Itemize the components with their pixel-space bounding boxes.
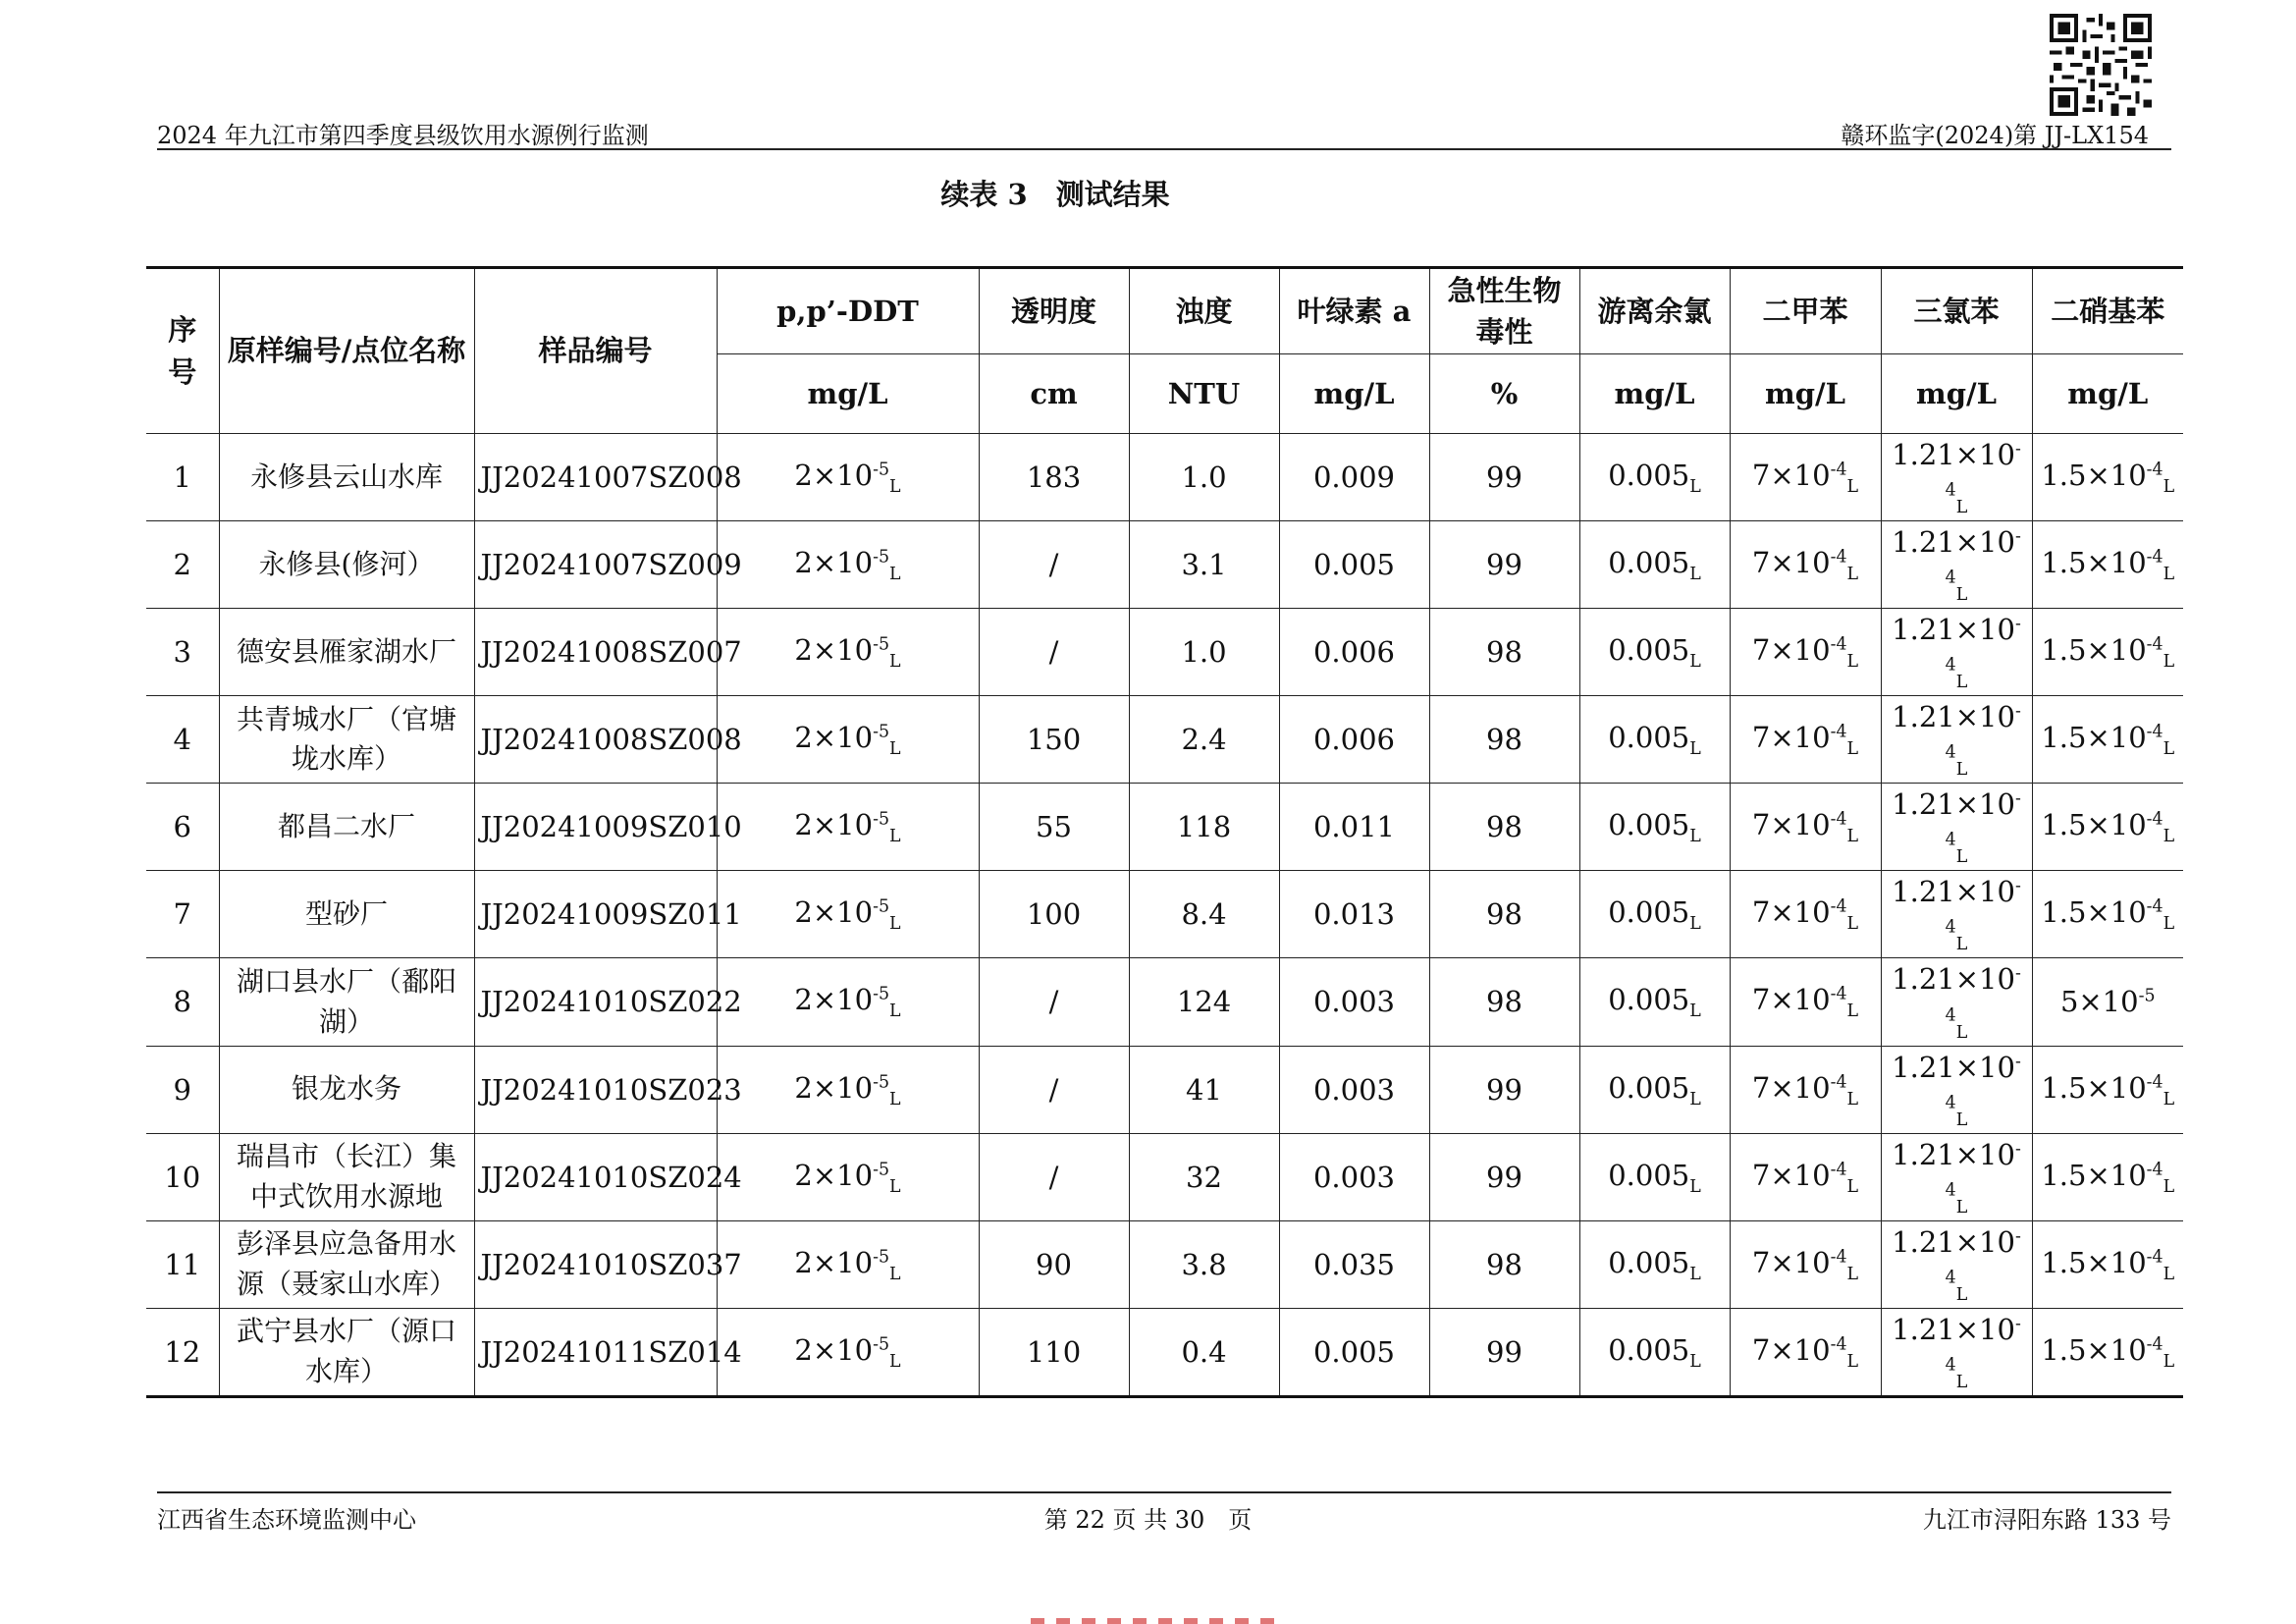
qr-code-icon [2050,14,2152,116]
row-turbidity: 32 [1129,1133,1279,1220]
row-toxicity: 98 [1429,958,1579,1046]
row-chlorophyll: 0.003 [1279,958,1429,1046]
row-toxicity: 99 [1429,1046,1579,1133]
row-trichlorobenzene: $1.21\times 10^{-4}_L$ [1881,521,2032,609]
row-toxicity: 98 [1429,784,1579,871]
table-title: 续表 3 测试结果 [940,178,1170,211]
table-row [146,1133,2183,1220]
row-seq: 6 [146,784,219,871]
row-transparency: / [979,958,1129,1046]
row-trichlorobenzene: $1.21\times 10^{-4}_L$ [1881,1308,2032,1396]
header-sample: 样品编号 [474,268,717,434]
row-turbidity: 2.4 [1129,696,1279,784]
row-chlorine: $0.005_L$ [1579,871,1730,958]
row-xylene: $7\times 10^{-4}_L$ [1730,1046,1881,1133]
row-chlorine: $0.005_L$ [1579,521,1730,609]
row-seq: 1 [146,434,219,521]
table-row [146,1308,2183,1396]
footer-organization: 江西省生态环境监测中心 [157,1506,416,1534]
table-row [146,434,2183,521]
row-seq: 11 [146,1220,219,1308]
unit-chlorophyll: mg/L [1279,354,1429,434]
row-transparency: / [979,1133,1129,1220]
row-trichlorobenzene: $1.21\times 10^{-4}_L$ [1881,1046,2032,1133]
row-toxicity: 99 [1429,521,1579,609]
row-chlorophyll: 0.009 [1279,434,1429,521]
row-ddt: $2\times 10^{-5}_L$ [717,696,979,784]
row-dinitrobenzene: $1.5\times 10^{-4}_L$ [2032,609,2183,696]
row-chlorine: $0.005_L$ [1579,958,1730,1046]
row-turbidity: 41 [1129,1046,1279,1133]
row-toxicity: 98 [1429,696,1579,784]
row-trichlorobenzene: $1.21\times 10^{-4}_L$ [1881,609,2032,696]
row-dinitrobenzene: $1.5\times 10^{-4}_L$ [2032,434,2183,521]
header-param-chlorophyll: 叶绿素 a [1279,268,1429,354]
row-sample: JJ20241010SZ022 [474,958,717,1046]
row-seq: 9 [146,1046,219,1133]
row-xylene: $7\times 10^{-4}_L$ [1730,784,1881,871]
row-dinitrobenzene: $1.5\times 10^{-4}_L$ [2032,1308,2183,1396]
row-dinitrobenzene: $1.5\times 10^{-4}_L$ [2032,1046,2183,1133]
row-turbidity: 1.0 [1129,434,1279,521]
row-site: 瑞昌市（长江）集中式饮用水源地 [219,1133,474,1220]
report-number: 赣环监字(2024)第 JJ-LX154 [1841,122,2149,149]
header-param-turbidity: 浊度 [1129,268,1279,354]
header-param-dinitrobenzene: 二硝基苯 [2032,268,2183,354]
unit-trichlorobenzene: mg/L [1881,354,2032,434]
footer-page-number: 第 22 页 共 30 页 [1043,1506,1253,1534]
row-site: 彭泽县应急备用水源（聂家山水库） [219,1220,474,1308]
row-sample: JJ20241008SZ008 [474,696,717,784]
row-chlorophyll: 0.011 [1279,784,1429,871]
table-row [146,871,2183,958]
header-param-xylene: 二甲苯 [1730,268,1881,354]
row-toxicity: 98 [1429,609,1579,696]
unit-transparency: cm [979,354,1129,434]
row-turbidity: 8.4 [1129,871,1279,958]
header-param-chlorine: 游离余氯 [1579,268,1730,354]
row-transparency: / [979,609,1129,696]
header-param-transparency: 透明度 [979,268,1129,354]
row-xylene: $7\times 10^{-4}_L$ [1730,521,1881,609]
row-seq: 12 [146,1308,219,1396]
row-xylene: $7\times 10^{-4}_L$ [1730,609,1881,696]
row-transparency: 183 [979,434,1129,521]
row-toxicity: 98 [1429,1220,1579,1308]
row-dinitrobenzene: $1.5\times 10^{-4}_L$ [2032,696,2183,784]
red-stamp-edge [1031,1618,1276,1624]
row-chlorine: $0.005_L$ [1579,1308,1730,1396]
row-ddt: $2\times 10^{-5}_L$ [717,521,979,609]
table-row [146,609,2183,696]
report-header-title: 2024 年九江市第四季度县级饮用水源例行监测 [157,122,649,149]
row-site: 湖口县水厂（鄱阳湖） [219,958,474,1046]
row-seq: 8 [146,958,219,1046]
row-xylene: $7\times 10^{-4}_L$ [1730,1308,1881,1396]
row-turbidity: 0.4 [1129,1308,1279,1396]
row-ddt: $2\times 10^{-5}_L$ [717,958,979,1046]
row-sample: JJ20241010SZ023 [474,1046,717,1133]
row-ddt: $2\times 10^{-5}_L$ [717,609,979,696]
row-transparency: 100 [979,871,1129,958]
table-row [146,1046,2183,1133]
row-ddt: $2\times 10^{-5}_L$ [717,434,979,521]
row-dinitrobenzene: $1.5\times 10^{-4}_L$ [2032,1220,2183,1308]
row-toxicity: 99 [1429,1308,1579,1396]
row-sample: JJ20241010SZ037 [474,1220,717,1308]
row-turbidity: 1.0 [1129,609,1279,696]
header-param-toxicity: 急性生物毒性 [1429,268,1579,354]
row-chlorophyll: 0.003 [1279,1046,1429,1133]
footer-divider [157,1491,2171,1493]
unit-toxicity: % [1429,354,1579,434]
unit-turbidity: NTU [1129,354,1279,434]
row-xylene: $7\times 10^{-4}_L$ [1730,434,1881,521]
row-chlorophyll: 0.006 [1279,609,1429,696]
row-ddt: $2\times 10^{-5}_L$ [717,871,979,958]
row-seq: 10 [146,1133,219,1220]
row-chlorophyll: 0.005 [1279,1308,1429,1396]
unit-ddt: mg/L [717,354,979,434]
row-xylene: $7\times 10^{-4}_L$ [1730,871,1881,958]
row-transparency: 110 [979,1308,1129,1396]
row-trichlorobenzene: $1.21\times 10^{-4}_L$ [1881,871,2032,958]
row-chlorine: $0.005_L$ [1579,784,1730,871]
test-results-table [146,266,2183,1398]
row-sample: JJ20241010SZ024 [474,1133,717,1220]
row-turbidity: 124 [1129,958,1279,1046]
row-xylene: $7\times 10^{-4}_L$ [1730,958,1881,1046]
row-chlorine: $0.005_L$ [1579,1220,1730,1308]
row-site: 德安县雁家湖水厂 [219,609,474,696]
row-sample: JJ20241009SZ011 [474,871,717,958]
table-row [146,521,2183,609]
row-xylene: $7\times 10^{-4}_L$ [1730,1220,1881,1308]
row-trichlorobenzene: $1.21\times 10^{-4}_L$ [1881,1133,2032,1220]
row-trichlorobenzene: $1.21\times 10^{-4}_L$ [1881,784,2032,871]
row-chlorine: $0.005_L$ [1579,1046,1730,1133]
row-chlorine: $0.005_L$ [1579,1133,1730,1220]
row-chlorophyll: 0.005 [1279,521,1429,609]
row-trichlorobenzene: $1.21\times 10^{-4}_L$ [1881,434,2032,521]
header-divider [157,148,2171,150]
row-dinitrobenzene: $1.5\times 10^{-4}_L$ [2032,784,2183,871]
row-chlorine: $0.005_L$ [1579,434,1730,521]
header-site: 原样编号/点位名称 [219,268,474,434]
table-row [146,958,2183,1046]
row-site: 永修县云山水库 [219,434,474,521]
row-sample: JJ20241008SZ007 [474,609,717,696]
row-sample: JJ20241009SZ010 [474,784,717,871]
row-site: 银龙水务 [219,1046,474,1133]
table-row [146,1220,2183,1308]
row-transparency: 90 [979,1220,1129,1308]
header-param-ddt: p,p’-DDT [717,268,979,354]
row-turbidity: 3.1 [1129,521,1279,609]
row-toxicity: 98 [1429,871,1579,958]
row-dinitrobenzene: $1.5\times 10^{-4}_L$ [2032,871,2183,958]
unit-chlorine: mg/L [1579,354,1730,434]
unit-dinitrobenzene: mg/L [2032,354,2183,434]
row-site: 武宁县水厂（源口水库） [219,1308,474,1396]
row-site: 都昌二水厂 [219,784,474,871]
row-transparency: 55 [979,784,1129,871]
row-seq: 3 [146,609,219,696]
row-chlorophyll: 0.013 [1279,871,1429,958]
row-trichlorobenzene: $1.21\times 10^{-4}_L$ [1881,696,2032,784]
row-sample: JJ20241011SZ014 [474,1308,717,1396]
footer-address: 九江市浔阳东路 133 号 [1922,1506,2171,1534]
row-turbidity: 3.8 [1129,1220,1279,1308]
row-trichlorobenzene: $1.21\times 10^{-4}_L$ [1881,958,2032,1046]
row-xylene: $7\times 10^{-4}_L$ [1730,696,1881,784]
row-xylene: $7\times 10^{-4}_L$ [1730,1133,1881,1220]
row-toxicity: 99 [1429,434,1579,521]
row-seq: 4 [146,696,219,784]
row-sample: JJ20241007SZ009 [474,521,717,609]
row-dinitrobenzene: $1.5\times 10^{-4}_L$ [2032,1133,2183,1220]
row-chlorophyll: 0.035 [1279,1220,1429,1308]
row-ddt: $2\times 10^{-5}_L$ [717,1133,979,1220]
row-chlorine: $0.005_L$ [1579,609,1730,696]
row-toxicity: 99 [1429,1133,1579,1220]
row-sample: JJ20241007SZ008 [474,434,717,521]
row-ddt: $2\times 10^{-5}_L$ [717,1220,979,1308]
row-transparency: / [979,1046,1129,1133]
row-transparency: 150 [979,696,1129,784]
row-transparency: / [979,521,1129,609]
row-site: 型砂厂 [219,871,474,958]
row-ddt: $2\times 10^{-5}_L$ [717,784,979,871]
row-chlorophyll: 0.006 [1279,696,1429,784]
row-dinitrobenzene: $5\times 10^{-5}$ [2032,958,2183,1046]
row-turbidity: 118 [1129,784,1279,871]
row-dinitrobenzene: $1.5\times 10^{-4}_L$ [2032,521,2183,609]
row-chlorophyll: 0.003 [1279,1133,1429,1220]
row-seq: 2 [146,521,219,609]
row-ddt: $2\times 10^{-5}_L$ [717,1308,979,1396]
unit-xylene: mg/L [1730,354,1881,434]
row-site: 共青城水厂（官塘垅水库） [219,696,474,784]
row-ddt: $2\times 10^{-5}_L$ [717,1046,979,1133]
row-site: 永修县(修河） [219,521,474,609]
row-chlorine: $0.005_L$ [1579,696,1730,784]
row-trichlorobenzene: $1.21\times 10^{-4}_L$ [1881,1220,2032,1308]
header-seq: 序号 [146,268,219,434]
table-row [146,784,2183,871]
table-row [146,696,2183,784]
header-param-trichlorobenzene: 三氯苯 [1881,268,2032,354]
row-seq: 7 [146,871,219,958]
